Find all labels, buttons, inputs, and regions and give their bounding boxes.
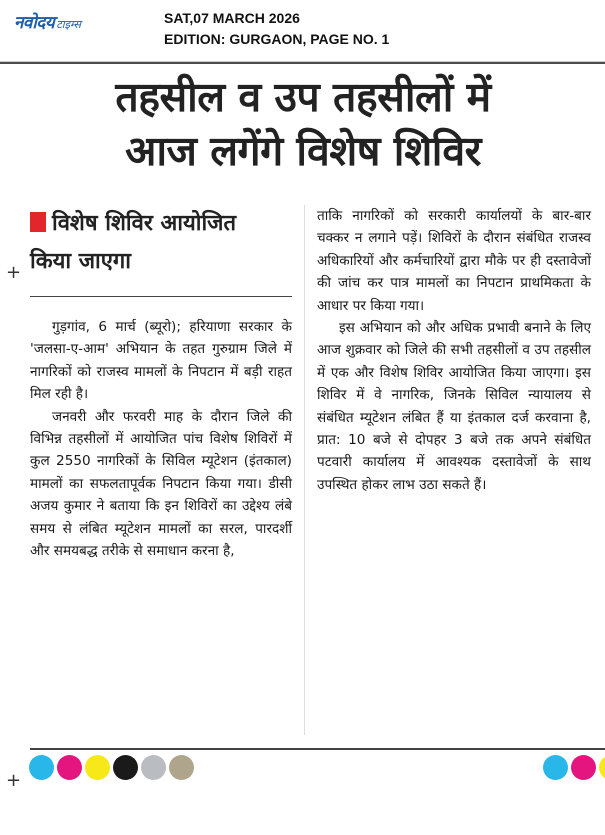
headline-line-2: आज लगेंगे विशेष शिविर (125, 127, 481, 175)
color-swatch-icon (57, 755, 82, 780)
headline-line-1: तहसील व उप तहसीलों में (115, 73, 491, 121)
color-swatches-left (29, 755, 194, 780)
paragraph: जनवरी और फरवरी माह के दौरान जिले की विभिन्न तहसीलों में आयोजित पांच विशेष शिविरों में कुल 2550 नागरिकों के सिविल म्यूटेशन (इंतकाल) मामलों का सफलतापूर्वक निपटान किया गया। डीसी अजय कुमार ने बताया कि इन शिविरों का उद्देश्य लंबे समय से लंबित म्यूटेशन मामलों का सरल, पारदर्शी और समयबद्ध तरीके से समाधान करना है, (30, 408, 292, 560)
article-column-right (317, 205, 591, 496)
article-column-left (30, 316, 292, 562)
newspaper-logo (14, 10, 81, 36)
color-swatch-icon (571, 755, 596, 780)
column-divider (304, 205, 305, 735)
color-swatch-icon (85, 755, 110, 780)
publication-date: SAT,07 MARCH 2026 (164, 10, 300, 26)
logo-sub-text: टाइम्स (56, 18, 81, 31)
edition-info (164, 8, 389, 50)
color-swatch-icon (29, 755, 54, 780)
subhead-line-1 (30, 205, 292, 243)
paragraph: गुड़गांव, 6 मार्च (ब्यूरो); हरियाणा सरकार के 'जलसा-ए-आम' अभियान के तहत गुरुग्राम जिले में नागरिकों को राजस्व मामलों के निपटान में बड़ी राहत मिल रही है। (30, 319, 292, 403)
color-swatch-icon (141, 755, 166, 780)
color-swatch-icon (169, 755, 194, 780)
color-swatch-icon (113, 755, 138, 780)
edition-page: EDITION: GURGAON, PAGE NO. 1 (164, 31, 390, 47)
color-swatches-right (543, 755, 605, 780)
red-square-icon (30, 212, 46, 232)
registration-mark-icon: + (6, 262, 22, 283)
bottom-divider (30, 748, 605, 750)
color-swatch-icon (543, 755, 568, 780)
subheadline (30, 205, 292, 281)
headline (14, 70, 592, 178)
subhead-divider (30, 296, 292, 297)
paragraph: ताकि नागरिकों को सरकारी कार्यालयों के बार-बार चक्कर न लगाने पड़ें। शिविरों के दौरान संबंधित राजस्व अधिकारियों और कर्मचारियों द्वारा मौके पर ही दस्तावेजों की जांच कर पात्र मामलों का निपटान प्राथमिकता के आधार पर किया गया। (317, 208, 591, 314)
paragraph: इस अभियान को और अधिक प्रभावी बनाने के लिए आज शुक्रवार को जिले की सभी तहसीलों व उप तहसील में एक और विशेष शिविर आयोजित किया जाएगा। इस शिविर में वे नागरिक, जिनके सिविल न्यायालय से संबंधित म्यूटेशन लंबित हैं या इंतकाल दर्ज करवाना है, प्रात: 10 बजे से दोपहर 3 बजे तक अपने संबंधित पटवारी कार्यालय में आवश्यक दस्तावेजों के साथ उपस्थित होकर लाभ उठा सकते हैं। (317, 320, 591, 493)
logo-main-text: नवोदय (14, 13, 55, 33)
masthead (0, 0, 605, 60)
top-divider (0, 62, 605, 64)
subhead-text-1: विशेष शिविर आयोजित (52, 211, 237, 236)
registration-mark-icon: + (6, 770, 22, 791)
color-swatch-icon (599, 755, 605, 780)
subhead-line-2: किया जाएगा (30, 249, 131, 274)
